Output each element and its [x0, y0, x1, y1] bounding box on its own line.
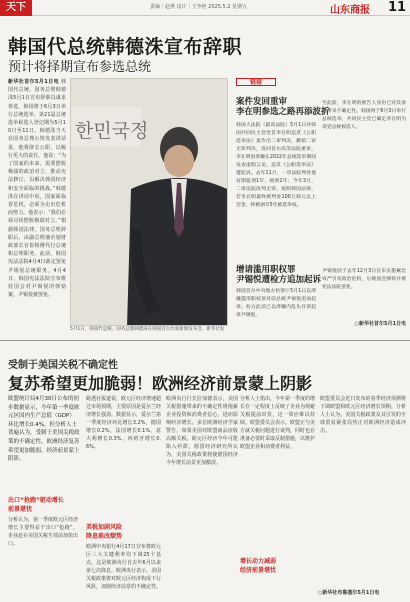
photo-illustration — [71, 79, 228, 326]
sidebar-heading-1-text: 案件发回重审 李在明参选之路再添波折 — [236, 97, 330, 117]
news-photo — [70, 78, 228, 326]
article2-subhead-2: 美税加剧风险 降息难改颓势 — [86, 524, 123, 540]
article2-title: 复苏希望更加脆弱！欧洲经济前景蒙上阴影 — [8, 374, 313, 393]
article-body — [8, 78, 66, 332]
sidebar-tag: 链接 — [236, 78, 276, 86]
article2-body-col5: 欧盟委员会近日发布的春季经济预测将下调欧盟和欧元区经济增长预期。分析人士认为，美国关税政策及其引发的全球贸易紧张局势正对欧洲经济造成冲击。 — [320, 396, 406, 434]
article2-body-col3: 欧洲央行行长拉加德表示，美国关税措施带来的不确定性将拖累企业投资和消费者信心，进而影响经济增长。多位欧洲经济学家警告，如果美国对欧盟商品征收高额关税，欧元区经济今年可能陷入停滞。德国经济研究所认为，美国关税政策将使德国经济今年增长前景更加黯淡。 — [166, 396, 238, 466]
svg-text:한민국정: 한민국정 — [75, 120, 149, 142]
section-divider — [0, 340, 410, 341]
sidebar-body-1: 韩国大法院（最高法院）5月1日对韩国共同民主党党首李在明违反《公职选举法》案作出二审判决，撤销二审无罪判决，发回首尔高等法院重审。李在明因涉嫌在2022年总统选举期间发表虚假言论，违反《公职选举法》遭起诉。去年11月，一审法院判处他有期徒刑1年、缓刑2年；今年3月，二审法院改判无罪。按照韩国法律，若李在明最终被判处100万韩元以上罚金，将被剥夺5年被选举权。 — [236, 123, 316, 208]
article-subtitle: 预计将择期宣布参选总统 — [8, 60, 152, 75]
newspaper-name: 山东商报 — [330, 5, 370, 16]
sidebar-body-2-cont: 尹锡悦因于去年12月3日宣布实施紧急戒严引发政治危机，后被国会弹劾并被宪法法院罢免。 — [322, 269, 406, 290]
article2-kicker: 受制于美国关税不确定性 — [8, 360, 118, 371]
article2-body-col2a: 路透社报道说，欧元区经济增速超过市场预期，主要原因是爱尔兰经济增长强劲。数据显示，爱尔兰第一季度经济环比增长3.2%，德国增长0.2%，法国增长0.1%，意大利增长0.3%，西班牙增长0.6%。 — [86, 396, 161, 450]
page-number: 11 — [388, 0, 407, 15]
section-label: 天下 — [0, 0, 32, 16]
sidebar-signoff: ○新华社首尔5月1日电 — [354, 321, 406, 327]
sidebar-heading-2-text: 增请滥用职权罪 尹锡悦遭检方追加起诉 — [236, 265, 322, 285]
sidebar-heading-2 — [236, 265, 321, 285]
article2-body-col1: 分析认为，第一季度欧元区经济增长主要得益于出口“抢跑”，企业赶在美国关税生效前加快出口。 — [8, 517, 78, 547]
sidebar-body-2: 韩国首尔中央地方检察厅5月1日以涉嫌滥用职权罪对前总统尹锡悦追加起诉。检方此前已以涉嫌内乱头目罪起诉尹锡悦。 — [236, 289, 316, 318]
header-info: 责编｜赵燕 设计｜王争艳 2025.5.2 星期五 — [150, 4, 248, 10]
article2-signoff: ○新华社布鲁塞尔5月1日电 — [318, 590, 380, 596]
article2-lead: 欧盟统计局4月30日公布的初步数据显示，今年第一季度欧元区国内生产总值（GDP）环比增长0.4%，但分析人士普遍认为，受制于美国关税政策的不确定性，欧洲经济复苏希望更加脆弱，经济前景蒙上阴影。 — [8, 396, 80, 463]
article2-body-col4: 分析人士指出，今年第一季度的增长在一定程度上反映了企业为规避关税提前出货，这一效应难以持续。欧盟委员会表示，欧盟正与美方就关税问题进行谈判，同时也在准备必要时采取反制措施，以维护欧盟企业和消费者利益。 — [240, 396, 315, 450]
article2-subhead-3: 增长动力减弱 经济前景堪忧 — [240, 558, 277, 574]
article2-body-col2: 欧洲中央银行4月17日宣布将欧元区三大关键利率均下调25个基点，这是欧洲央行自去年6月以来第七次降息。欧洲央行表示，美国关税政策将对欧元区经济构成下行风险，加剧经济前景的不确定性。 — [86, 544, 161, 590]
article2-subhead-1: 出口“抢跑”驱动增长 前景堪忧 — [8, 497, 64, 513]
sidebar-body-1-cont: 至此前，李在明的被告人身份已对其参选带来不确定性。韩国将于6月3日举行总统选举，共同民主党已确定李在明为该党总统候选人。 — [322, 101, 406, 130]
article-body-text: 韩国代总统、国务总理韩德洙5月1日宣布辞职以谋求参选。韩国将于6月3日举行总统选举，第21届总统选举候选人登记期为5月10日至11日。韩德洙当天在国务总理公馆发表讲话说，他将辞去公职，以履行更大的责任。他说：“为了国家的未来，需要摆脱极端的政治对立，推动宪法修订，以解决韩国经济和安全面临的挑战。”韩德洙在讲话中说，国家面临着危机，必须为走出危机而努力。他表示：“我们必须尽快摆脱极端对立。”根据韩国法律，国务总理辞职后，由副总理兼企划财政部长官崔相穆代行总统和总理职务。此前，韩国宪法法院4月4日裁定罢免尹锡悦总统职务。4月4日，韩国宪法法院宣布维持国会对尹锡悦的弹劾案，尹锡悦被罢免。 — [8, 79, 66, 299]
article-title: 韩国代总统韩德洙宣布辞职 — [8, 36, 243, 58]
photo-caption: 5月1日，韩国代总统、国务总理韩德洙在韩国首尔出席新闻发布会。新华社发 — [70, 327, 225, 332]
dateline: 新华社首尔5月1日电 — [8, 79, 59, 85]
sidebar-heading-1 — [236, 97, 330, 117]
